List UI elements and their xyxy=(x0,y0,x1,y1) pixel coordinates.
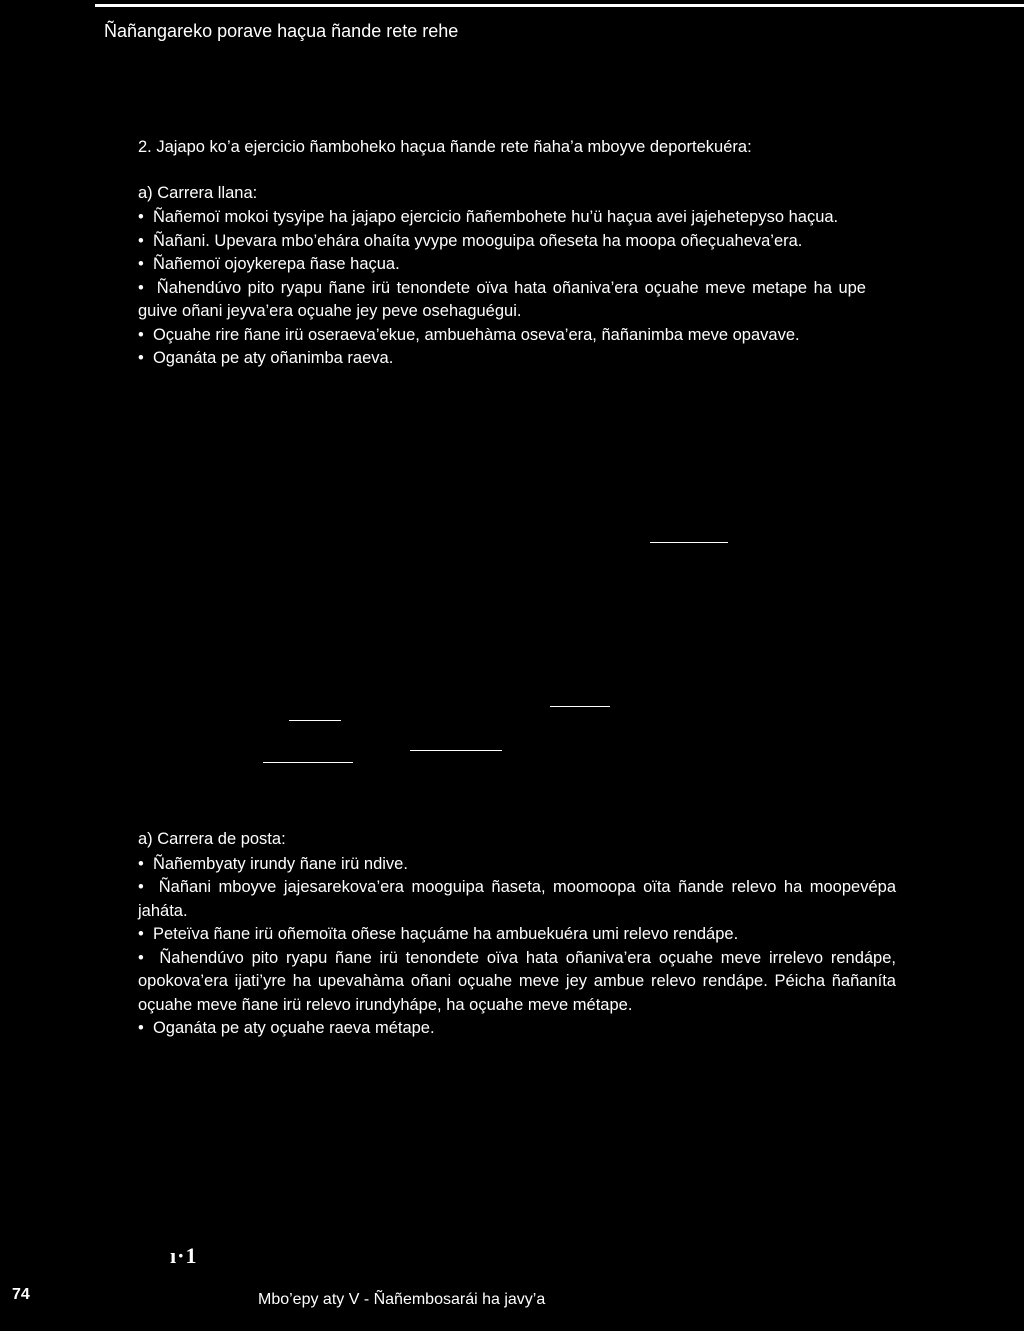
top-rule xyxy=(95,4,1024,7)
bullet-item: • Oganáta pe aty oçuahe raeva métape. xyxy=(138,1017,896,1041)
illustration-stroke xyxy=(263,762,353,763)
illustration-stroke xyxy=(650,542,728,543)
bullet-item: • Ñañemoï ojoykerepa ñase haçua. xyxy=(138,253,866,277)
running-footer: Mbo’epy aty V - Ñañembosarái ha javy’a xyxy=(258,1291,546,1308)
section-heading: 2. Jajapo ko’a ejercicio ñamboheko haçua ñande rete ñaha’a mboyve deportekuéra: xyxy=(138,138,752,156)
illustration-stroke xyxy=(289,720,341,721)
illustration-stroke xyxy=(550,706,610,707)
bullet-item: • Oçuahe rire ñane irü oseraeva’ekue, ambuehàma oseva’era, ñañanimba meve opavave. xyxy=(138,324,866,348)
page-mark: ı·1 xyxy=(170,1243,198,1268)
bullet-item: • Ñañani. Upevara mbo’ehára ohaíta yvype mooguipa oñeseta ha moopa oñeçuaheva’era. xyxy=(138,230,866,254)
illustration-stroke xyxy=(410,750,502,751)
bullet-item: • Ñahendúvo pito ryapu ñane irü tenondete oïva hata oñaniva’era oçuahe meve irrelevo rendápe, opokova’era ijati’yre ha upevahàma oñani oçuahe meve jey ambue relevo rendápe. Péicha ñañaníta oçuahe meve ñane irü relevo irundyhápe, ha oçuahe meve métape. xyxy=(138,947,896,1018)
bullet-item: • Ñañani mboyve jajesarekova’era mooguipa ñaseta, moomoopa oïta ñande relevo ha moopevépa jaháta. xyxy=(138,876,896,923)
section-relay xyxy=(138,828,896,1041)
bullet-item: • Ñañemoï mokoi tysyipe ha jajapo ejercicio ñañembohete hu’ü haçua avei jajehetepyso haçua. xyxy=(138,206,866,230)
section-exercises xyxy=(138,136,866,371)
bullet-item: • Ñahendúvo pito ryapu ñane irü tenondete oïva hata oñaniva’era oçuahe meve metape ha upe guive oñani jeyva’era oçuahe jey peve osehaguégui. xyxy=(138,277,866,324)
bullet-item: • Oganáta pe aty oñanimba raeva. xyxy=(138,347,866,371)
bullet-item: • Peteïva ñane irü oñemoïta oñese haçuáme ha ambuekuéra umi relevo rendápe. xyxy=(138,923,896,947)
running-header: Ñañangareko porave haçua ñande rete rehe xyxy=(104,21,459,41)
page-number: 74 xyxy=(12,1286,30,1303)
bullet-item: • Ñañembyaty irundy ñane irü ndive. xyxy=(138,853,896,877)
subheading-carrera-de-posta: a) Carrera de posta: xyxy=(138,830,286,848)
subheading-carrera-llana: a) Carrera llana: xyxy=(138,183,258,202)
